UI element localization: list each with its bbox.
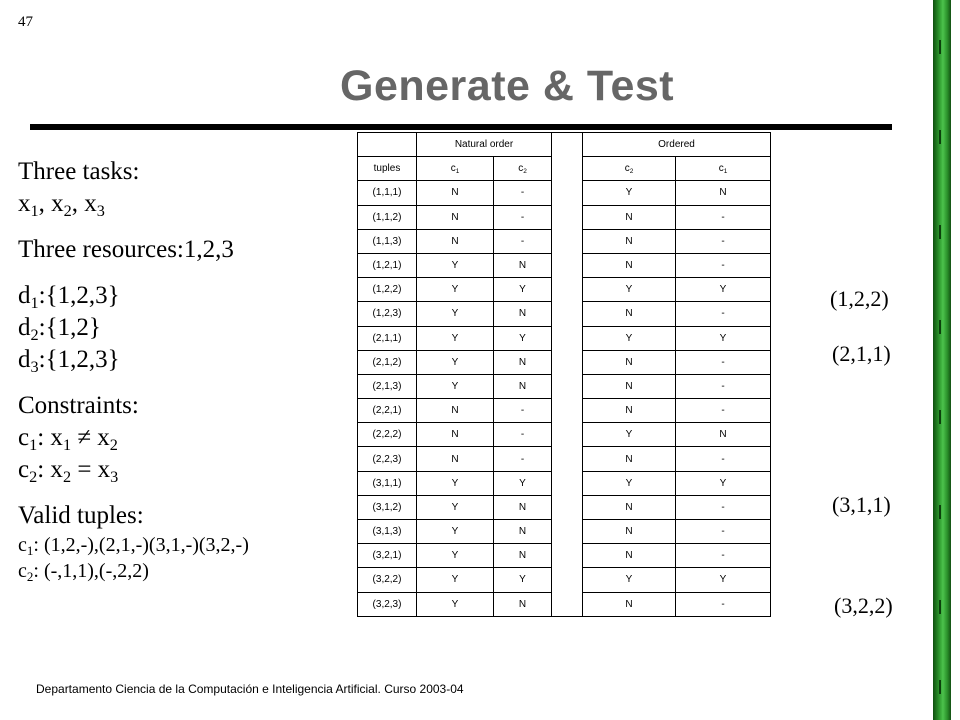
- natural-c1-cell: Y: [417, 495, 494, 519]
- resources-line: Three resources:1,2,3: [18, 236, 234, 263]
- tuple-cell: (2,2,3): [358, 447, 417, 471]
- tuple-cell: (1,1,3): [358, 229, 417, 253]
- constraint-c1: $c_1$: $x_1 \ne x_2$: [18, 424, 118, 454]
- ordered-c2-cell: N: [583, 544, 676, 568]
- natural-c1-cell: Y: [417, 568, 494, 592]
- tuple-cell: (3,2,3): [358, 592, 417, 616]
- natural-c1-cell: Y: [417, 326, 494, 350]
- ordered-c2-cell: N: [583, 520, 676, 544]
- natural-c1-cell: N: [417, 447, 494, 471]
- natural-c1-cell: Y: [417, 278, 494, 302]
- natural-c1-cell: Y: [417, 471, 494, 495]
- ordered-c1-cell: -: [676, 399, 771, 423]
- ordered-c2-cell: N: [583, 495, 676, 519]
- natural-c2-cell: N: [494, 544, 552, 568]
- natural-c2-cell: N: [494, 374, 552, 398]
- tuple-cell: (2,1,1): [358, 326, 417, 350]
- ordered-c2-cell: Y: [583, 568, 676, 592]
- natural-c1-cell: N: [417, 229, 494, 253]
- tuple-cell: (1,2,1): [358, 253, 417, 277]
- solution-3: (3,1,1): [832, 492, 891, 517]
- constraint-c2: $c_2$: $x_2 = x_3$: [18, 456, 119, 486]
- tuples-column-header: tuples: [358, 157, 417, 181]
- ordered-c1-cell: N: [676, 423, 771, 447]
- tuple-cell: (1,2,3): [358, 302, 417, 326]
- ordered-c1-cell: -: [676, 302, 771, 326]
- tuple-cell: (3,1,1): [358, 471, 417, 495]
- solution-1: (1,2,2): [830, 286, 889, 311]
- ordered-header: Ordered: [583, 133, 771, 157]
- solution-2: (2,1,1): [832, 341, 891, 366]
- natural-c2-cell: Y: [494, 568, 552, 592]
- valid-tuples-heading: Valid tuples:: [18, 502, 144, 529]
- natural-c2-cell: N: [494, 520, 552, 544]
- task-variables: $x_1$, $x_2$, $x_3$: [18, 190, 105, 220]
- generate-test-table: [357, 132, 771, 617]
- page-number: 47: [18, 14, 33, 30]
- natural-c1-cell: N: [417, 181, 494, 205]
- ordered-c2-cell: N: [583, 592, 676, 616]
- tuple-cell: (2,2,2): [358, 423, 417, 447]
- ordered-c2-cell: N: [583, 205, 676, 229]
- tuple-cell: (1,1,2): [358, 205, 417, 229]
- title-divider: [30, 124, 892, 130]
- ordered-c1-header: $c_1$: [676, 157, 771, 181]
- tuple-cell: (3,2,1): [358, 544, 417, 568]
- natural-c2-cell: N: [494, 495, 552, 519]
- ordered-c2-cell: Y: [583, 423, 676, 447]
- ordered-c2-cell: Y: [583, 326, 676, 350]
- empty-corner-cell: [358, 133, 417, 157]
- natural-c2-cell: Y: [494, 278, 552, 302]
- problem-description: [18, 156, 348, 584]
- natural-order-header: Natural order: [417, 133, 552, 157]
- tuple-cell: (2,1,3): [358, 374, 417, 398]
- ordered-c1-cell: -: [676, 205, 771, 229]
- natural-c2-cell: -: [494, 181, 552, 205]
- natural-c2-cell: N: [494, 253, 552, 277]
- natural-c2-header: $c_2$: [494, 157, 552, 181]
- valid-tuples-c2: $c_2$: (-,1,1),(-,2,2): [18, 560, 149, 584]
- natural-c2-cell: -: [494, 447, 552, 471]
- natural-c2-cell: -: [494, 399, 552, 423]
- domain-d2: $d_2:\{1,2\}$: [18, 314, 101, 344]
- natural-c2-cell: Y: [494, 326, 552, 350]
- ordered-c1-cell: -: [676, 520, 771, 544]
- ordered-c2-cell: N: [583, 302, 676, 326]
- ordered-c1-cell: -: [676, 374, 771, 398]
- natural-c2-cell: -: [494, 229, 552, 253]
- ordered-c2-cell: N: [583, 253, 676, 277]
- domain-d3: $d_3:\{1,2,3\}$: [18, 346, 120, 376]
- ordered-c2-cell: N: [583, 399, 676, 423]
- natural-c2-cell: -: [494, 205, 552, 229]
- ordered-c1-cell: Y: [676, 568, 771, 592]
- ordered-c1-cell: N: [676, 181, 771, 205]
- ordered-c1-cell: -: [676, 544, 771, 568]
- ordered-c2-cell: N: [583, 447, 676, 471]
- ordered-c2-cell: Y: [583, 278, 676, 302]
- ordered-c1-cell: -: [676, 229, 771, 253]
- ordered-c1-cell: Y: [676, 278, 771, 302]
- natural-c1-cell: Y: [417, 544, 494, 568]
- slide-title: Generate & Test: [340, 62, 675, 110]
- ordered-c2-header: $c_2$: [583, 157, 676, 181]
- natural-c1-cell: N: [417, 399, 494, 423]
- natural-c2-cell: N: [494, 302, 552, 326]
- tuple-cell: (2,2,1): [358, 399, 417, 423]
- tuple-cell: (3,1,3): [358, 520, 417, 544]
- tuple-cell: (1,1,1): [358, 181, 417, 205]
- natural-c1-header: $c_1$: [417, 157, 494, 181]
- ordered-c1-cell: -: [676, 447, 771, 471]
- tuple-cell: (1,2,2): [358, 278, 417, 302]
- ordered-c2-cell: N: [583, 350, 676, 374]
- natural-c1-cell: N: [417, 423, 494, 447]
- footer-text: Departamento Ciencia de la Computación e Inteligencia Artificial. Curso 2003-04: [36, 682, 464, 696]
- tuple-cell: (2,1,2): [358, 350, 417, 374]
- ordered-c1-cell: Y: [676, 471, 771, 495]
- natural-c2-cell: Y: [494, 471, 552, 495]
- tuple-cell: (3,1,2): [358, 495, 417, 519]
- decorative-green-bar: [933, 0, 951, 720]
- natural-c1-cell: Y: [417, 253, 494, 277]
- natural-c2-cell: -: [494, 423, 552, 447]
- domain-d1: $d_1:\{1,2,3\}$: [18, 282, 120, 312]
- ordered-c2-cell: N: [583, 374, 676, 398]
- natural-c1-cell: Y: [417, 520, 494, 544]
- ordered-c2-cell: Y: [583, 181, 676, 205]
- group-header-row: [358, 133, 771, 157]
- ordered-c1-cell: -: [676, 592, 771, 616]
- separator-column: [552, 133, 583, 617]
- ordered-c1-cell: -: [676, 253, 771, 277]
- ordered-c1-cell: -: [676, 495, 771, 519]
- natural-c1-cell: Y: [417, 374, 494, 398]
- ordered-c1-cell: -: [676, 350, 771, 374]
- constraints-heading: Constraints:: [18, 392, 139, 419]
- natural-c1-cell: Y: [417, 592, 494, 616]
- ordered-c2-cell: N: [583, 229, 676, 253]
- natural-c1-cell: Y: [417, 302, 494, 326]
- ordered-c1-cell: Y: [676, 326, 771, 350]
- natural-c2-cell: N: [494, 592, 552, 616]
- tuple-cell: (3,2,2): [358, 568, 417, 592]
- valid-tuples-c1: $c_1$: (1,2,-),(2,1,-)(3,1,-)(3,2,-): [18, 534, 249, 558]
- tasks-heading: Three tasks:: [18, 158, 140, 185]
- natural-c1-cell: N: [417, 205, 494, 229]
- solution-4: (3,2,2): [834, 593, 893, 618]
- natural-c1-cell: Y: [417, 350, 494, 374]
- natural-c2-cell: N: [494, 350, 552, 374]
- ordered-c2-cell: Y: [583, 471, 676, 495]
